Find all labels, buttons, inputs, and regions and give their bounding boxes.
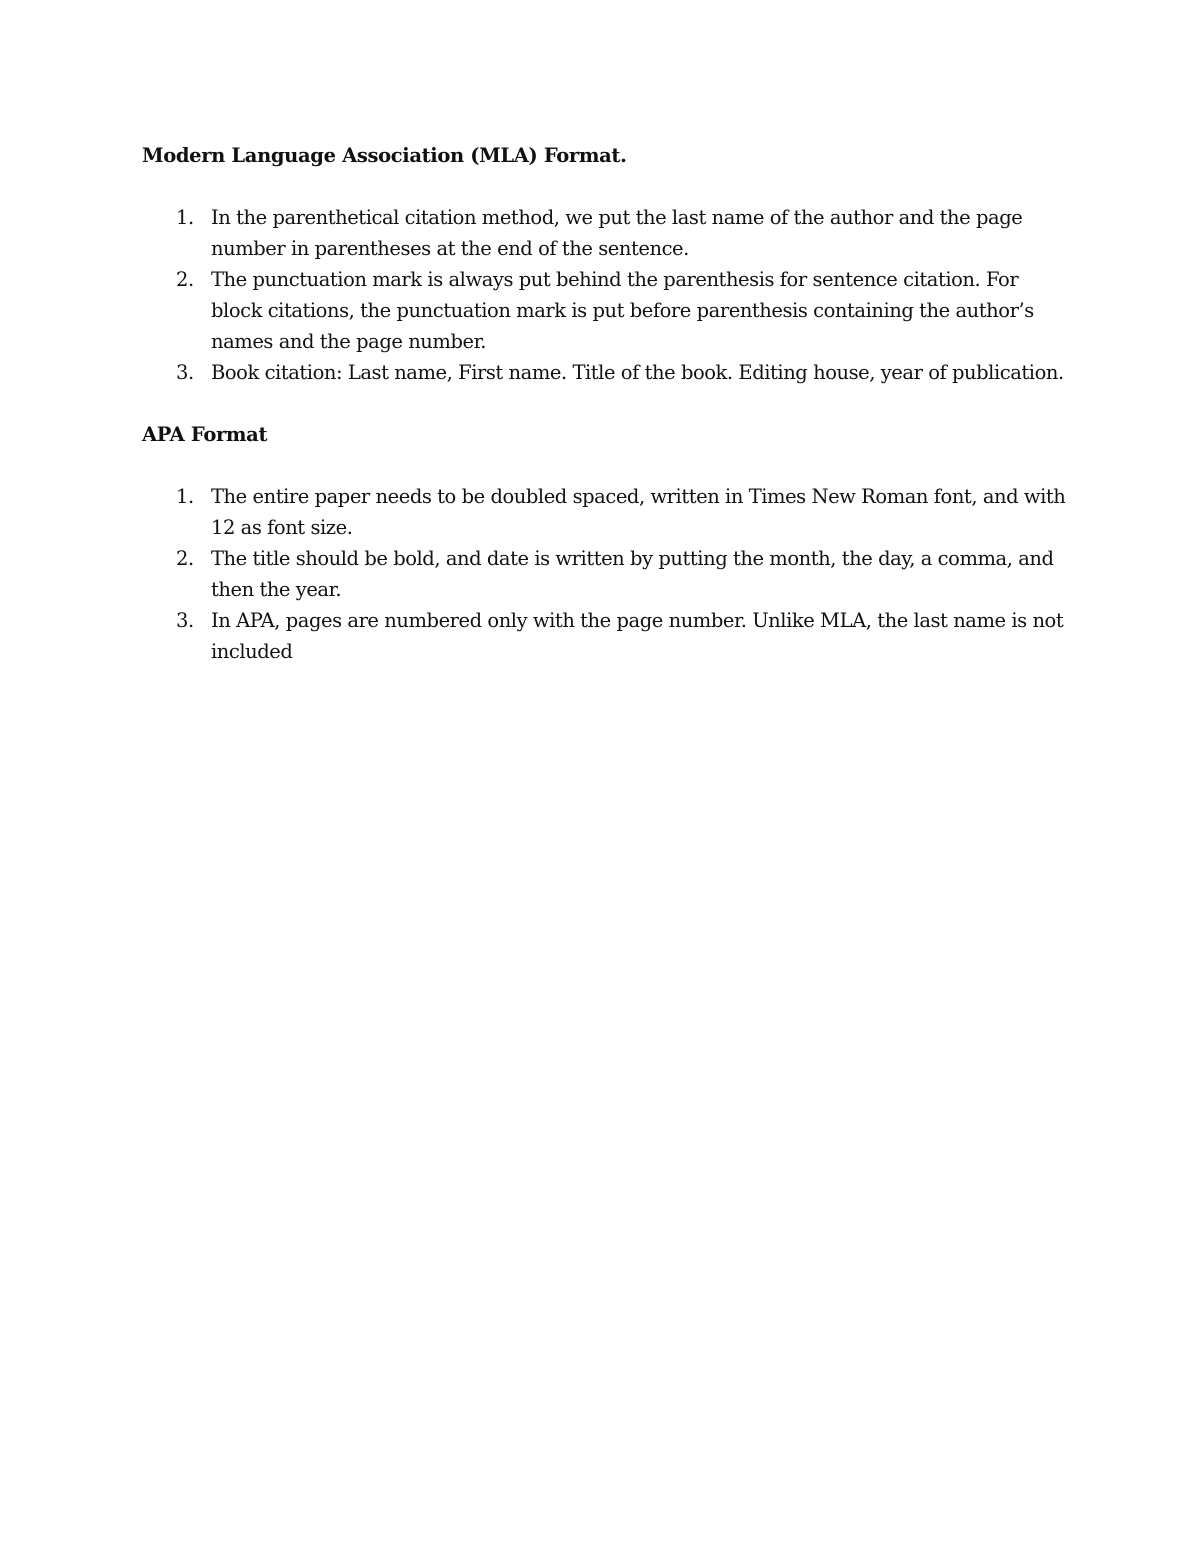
list-item-text: Book citation: Last name, First name. Title of the book. Editing house, year of publication. [211,361,1064,384]
mla-list [142,202,1072,388]
apa-section [142,419,1072,667]
apa-list [142,481,1072,667]
apa-heading: APA Format [142,423,268,446]
list-number: 1. [176,485,194,508]
list-item [142,264,1072,357]
list-number: 2. [176,268,194,291]
list-item-text: The punctuation mark is always put behind the parenthesis for sentence citation. For block citations, the punctuation mark is put before parenthesis containing the author’s names and the page number. [211,268,1034,353]
mla-heading: Modern Language Association (MLA) Format. [142,144,627,167]
list-number: 2. [176,547,194,570]
list-number: 1. [176,206,194,229]
document-body [142,140,1072,698]
list-item [142,357,1072,388]
list-item-text: The title should be bold, and date is written by putting the month, the day, a comma, and then the year. [211,547,1054,601]
list-item-text: In the parenthetical citation method, we put the last name of the author and the page number in parentheses at the end of the sentence. [211,206,1023,260]
list-number: 3. [176,609,194,632]
list-item [142,202,1072,264]
list-number: 3. [176,361,194,384]
list-item [142,605,1072,667]
mla-section [142,140,1072,388]
list-item [142,481,1072,543]
list-item-text: The entire paper needs to be doubled spaced, written in Times New Roman font, and with 12 as font size. [211,485,1066,539]
list-item [142,543,1072,605]
list-item-text: In APA, pages are numbered only with the page number. Unlike MLA, the last name is not included [211,609,1064,663]
